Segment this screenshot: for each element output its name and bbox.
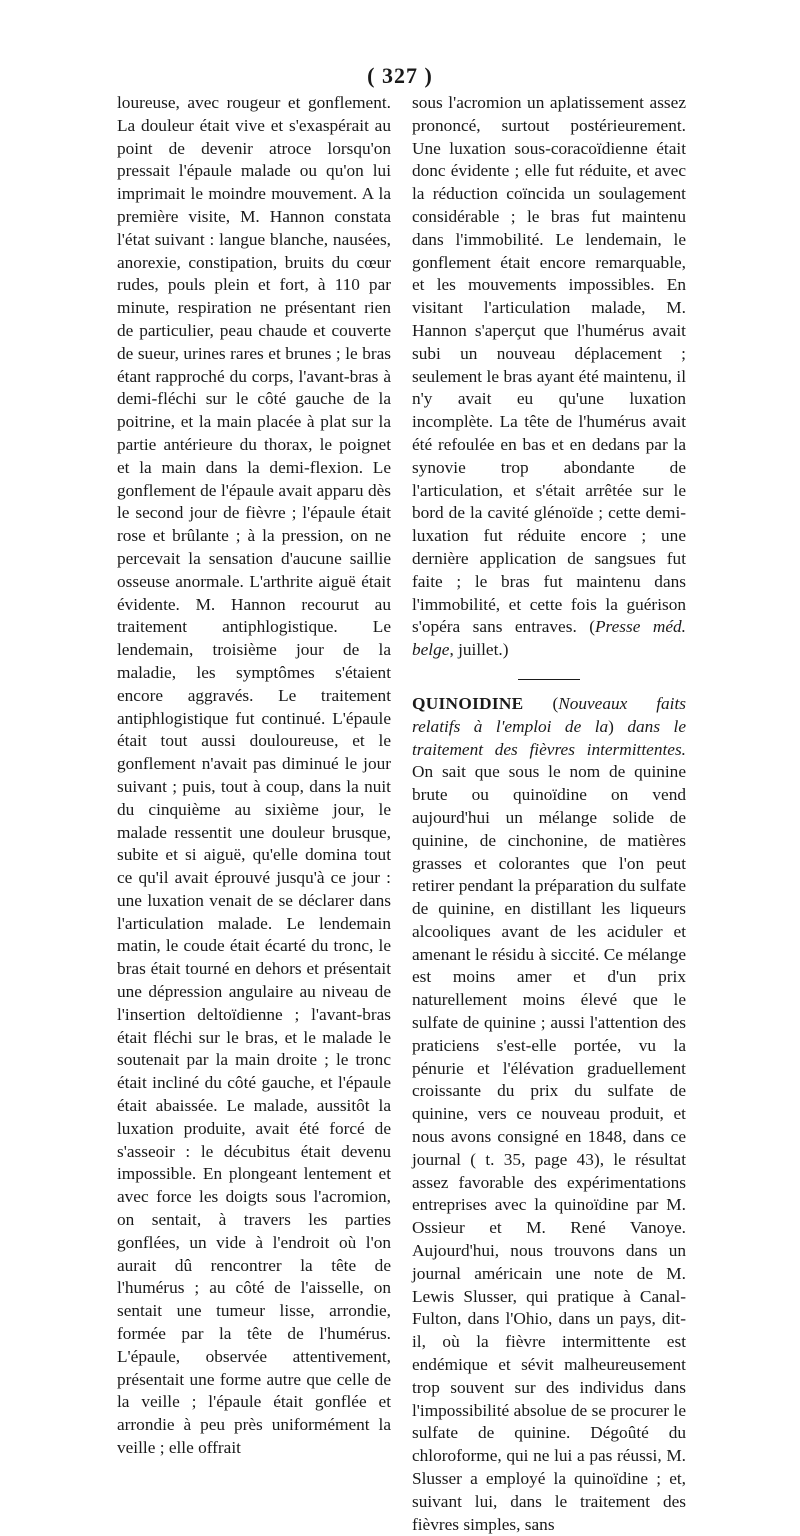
article-subtitle-open: ( <box>523 693 559 713</box>
article-subtitle: Nouveaux faits relatifs à l'emploi de la <box>412 693 686 736</box>
section-divider <box>518 679 580 680</box>
source-citation-end: , juillet.) <box>449 640 509 660</box>
left-column-text: loureuse, avec rougeur et gonflement. La douleur était vive et s'exaspérait au point de devenir atroce lorsqu'on pressait l'épaule malade ou qu'on lui imprimait le moindre mouvement. A la première visite, M. Hannon constata l'état suivant : langue blanche, nausées, anorexie, constipation, bruits du cœur rudes, pouls plein et fort, à 110 par minute, respiration ne présentant rien de particulier, peau chaude et couverte de sueur, urines rares et brunes ; le bras étant rapproché du corps, l'avant-bras à demi-fléchi sur le côté gauche de la poitrine, et la main placée à plat sur la partie antérieure du thorax, le poignet et la main dans la demi-flexion. Le gonflement de l'épaule avait apparu dès le second jour de fièvre ; l'épaule était rose et brûlante ; à la pression, on ne percevait la sensation d'aucune saillie osseuse anormale. L'arthrite aiguë était évidente. M. Hannon recourut au traitement antiphlogistique. Le lendemain, troisième jour de la maladie, les symptômes s'étaient encore aggravés. Le traitement antiphlogistique fut continué. L'épaule était tout aussi douloureuse, et le gonflement n'avait pas diminué le jour suivant ; puis, tout à coup, dans la nuit du cinquième au sixième jour, le malade ressentit une douleur brusque, subite et si aiguë, qu'elle domina tout ce qu'il avait éprouvé jusqu'à ce jour : une luxation venait de se déclarer dans l'articulation malade. Le lendemain matin, le coude était écarté du tronc, le bras était tourné en dehors et présentait une dépression angulaire au niveau de l'insertion deltoïdienne ; l'avant-bras était fléchi sur le bras, et le malade le soutenait par la main droite ; le tronc était incliné du côté gauche, et l'épaule était abaissée. Le malade, aussitôt la luxation produite, avait été forcé de s'asseoir : le décubitus était devenu impossible. En plongeant lentement et avec force les doigts sous l'acromion, on sentait, à travers les parties gonflées, un vide à l'endroit où l'on aurait dû rencontrer la tête de l'humérus ; au côté de l'aisselle, on sentait une tumeur lisse, arrondie, formée par la tête de l'humérus. L'épaule, observée attentivement, présentait une forme autre que celle de la veille ; l'épaule était gonflée et arrondie à peu près uniformément la veille ; elle offrait <box>117 93 391 1458</box>
left-column <box>117 92 391 1460</box>
source-citation: Presse méd. belge <box>412 617 686 660</box>
article-subtitle-close: ) <box>608 716 614 736</box>
article-body-text: On sait que sous le nom de quinine brute ou quinoïdine on vend aujourd'hui un mélange solide de quinine, de cinchonine, de matières grasses et colorantes que l'on peut retirer pendant la préparation du sulfate de quinine, en distillant les liqueurs alcooliques avant de les aciduler et amenant le résidu à siccité. Ce mélange est moins amer et d'un prix naturellement moins élevé que le sulfate de quinine ; aussi l'attention des praticiens s'est-elle portée, vu la pénurie et l'élévation graduellement croissante du prix du sulfate de quinine, vers ce nouveau produit, et nous avons consigné en 1848, dans ce journal ( t. 35, page 43), le résultat assez favorable des expérimentations entreprises avec la quinoïdine par M. Ossieur et M. René Vanoye. Aujourd'hui, nous trouvons dans un journal américain une note de M. Lewis Slusser, qui pratique à Canal-Fulton, dans l'Ohio, dans un pays, dit-il, où la fièvre intermittente est endémique et sévit malheureusement trop souvent sur des individus dans l'impossibilité absolue de se procurer le sulfate de quinine. Dégoûté du chloroforme, qui ne lui a pas réussi, M. Slusser a employé la quinoïdine ; et, suivant lui, dans le traitement des fièvres simples, sans <box>412 762 686 1534</box>
page-number: ( 327 ) <box>367 63 433 88</box>
right-column-paragraph-2 <box>412 693 686 1536</box>
right-column <box>412 92 686 1536</box>
case-report-text: sous l'acromion un aplatissement assez prononcé, surtout postérieurement. Une luxation sous-coracoïdienne était donc évidente ; elle fut réduite, et avec la réduction coïncida un soulagement considérable ; le bras fut maintenu dans l'immobilité. Le lendemain, le gonflement était encore remarquable, et les mouvements impossibles. En visitant l'articulation malade, M. Hannon s'aperçut que l'humérus avait subi un nouveau déplacement ; seulement le bras ayant été maintenu, il n'y avait eu qu'une luxation incomplète. La tête de l'humérus avait été refoulée en bas et en dedans par la synovie trop abondante de l'articulation, et s'était arrêtée sur le bord de la cavité glénoïde ; cette demi-luxation fut réduite encore ; une dernière application de sangsues fut faite ; le bras fut maintenu dans l'immobilité, et cette fois la guérison s'opéra sans entraves. ( <box>412 93 686 637</box>
article-heading: QUINOIDINE <box>412 693 524 713</box>
right-column-paragraph-1 <box>412 92 686 662</box>
article-subtitle-2: dans le traitement des fièvres intermittentes. <box>412 716 686 759</box>
